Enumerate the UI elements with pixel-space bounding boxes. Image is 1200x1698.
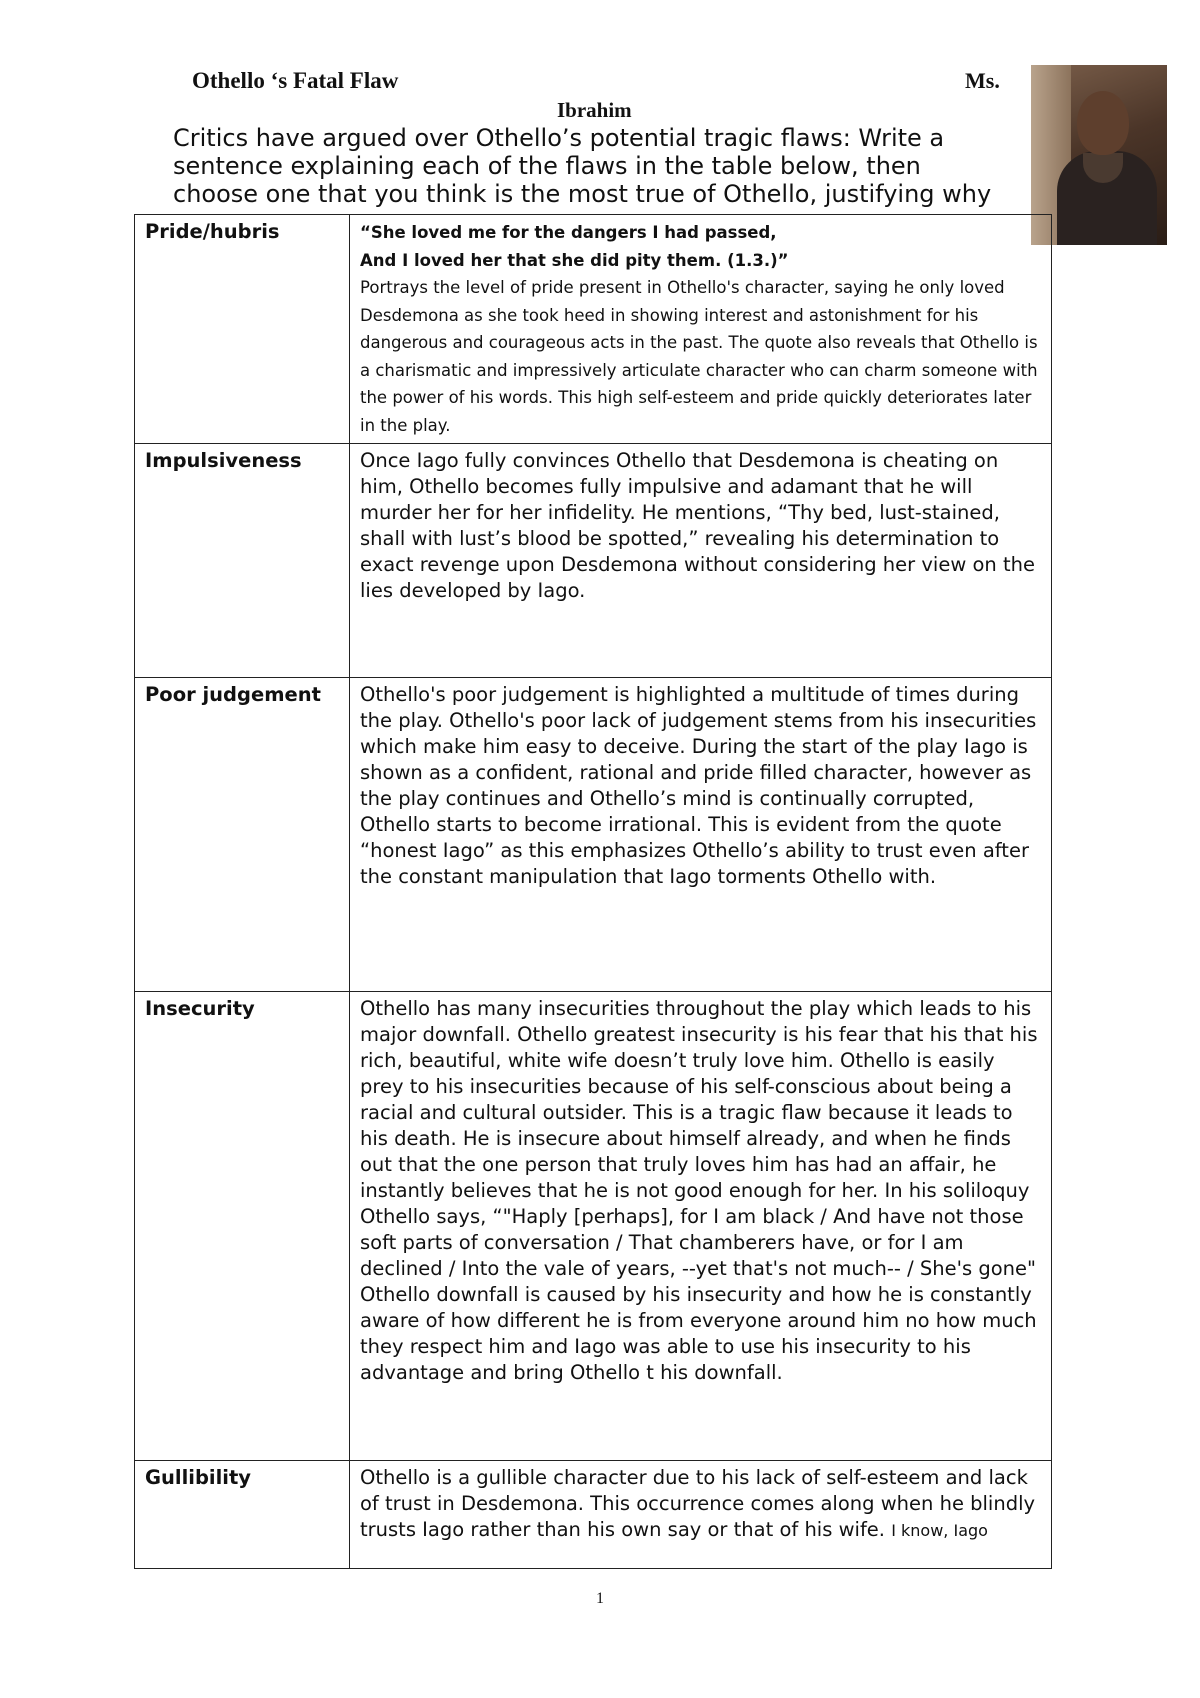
flaw-explanation: Othello's poor judgement is highlighted a multitude of times during the play. Othello's poor lack of judgement stems from his insecurities which make him easy to deceive. During the start of the play Iago is shown as a confident, rational and pride filled character, however as the play continues and Othello’s mind is continually corrupted, Othello starts to become irrational. This is evident from the quote “honest Iago” as this emphasizes Othello’s ability to trust even after the constant manipulation that Iago torments Othello with. [350, 678, 1052, 992]
flaw-explanation [350, 215, 1052, 444]
table-row [135, 444, 1052, 678]
flaw-label: Impulsiveness [135, 444, 350, 678]
page-number: 1 [596, 1590, 604, 1607]
flaw-label: Pride/hubris [135, 215, 350, 444]
flaw-label: Insecurity [135, 992, 350, 1461]
teacher-name: Ibrahim [557, 98, 632, 122]
flaw-label: Gullibility [135, 1461, 350, 1569]
flaw-explanation [350, 1461, 1052, 1569]
flaw-label: Poor judgement [135, 678, 350, 992]
intro-line: Critics have argued over Othello’s potential tragic flaws: Write a [173, 124, 945, 152]
intro-paragraph [173, 124, 1023, 208]
flaw-text: Othello is a gullible character due to his lack of self-esteem and lack of trust in Desdemona. This occurrence comes along when he blindly trusts Iago rather than his own say or that of his wife. [360, 1466, 1036, 1541]
intro-line: sentence explaining each of the flaws in the table below, then [173, 152, 921, 180]
table-row [135, 215, 1052, 444]
intro-line: choose one that you think is the most true of Othello, justifying why [173, 180, 992, 208]
flaw-tail-text: I know, Iago [891, 1521, 988, 1540]
flaw-explanation: Othello has many insecurities throughout the play which leads to his major downfall. Othello greatest insecurity is his fear that his that his rich, beautiful, white wife doesn’t truly love him. Othello is easily prey to his insecurities because of his self-conscious about being a racial and cultural outsider. This is a tragic flaw because it leads to his death. He is insecure about himself already, and when he finds out that the one person that truly loves him has had an affair, he instantly believes that he is not good enough for her. In his soliloquy Othello says, “"Haply [perhaps], for I am black / And have not those soft parts of conversation / That chamberers have, or for I am declined / Into the vale of years, --yet that's not much-- / She's gone" Othello downfall is caused by his insecurity and how he is constantly aware of how different he is from everyone around him no how much they respect him and Iago was able to use his insecurity to his advantage and bring Othello t his downfall. [350, 992, 1052, 1461]
table-row [135, 1461, 1052, 1569]
document-title: Othello ‘s Fatal Flaw [192, 68, 399, 93]
flaw-quote: And I loved her that she did pity them. (1.3.)” [360, 250, 789, 270]
flaw-explanation: Once Iago fully convinces Othello that Desdemona is cheating on him, Othello becomes fully impulsive and adamant that he will murder her for her infidelity. He mentions, “Thy bed, lust-stained, shall with lust’s blood be spotted,” revealing his determination to exact revenge upon Desdemona without considering her view on the lies developed by Iago. [350, 444, 1052, 678]
table-row [135, 992, 1052, 1461]
flaws-table [134, 214, 1052, 1569]
table-row [135, 678, 1052, 992]
teacher-prefix: Ms. [965, 68, 1000, 93]
flaw-text: Portrays the level of pride present in Othello's character, saying he only loved Desdemona as she took heed in showing interest and astonishment for his dangerous and courageous acts in the past. The quote also reveals that Othello is a charismatic and impressively articulate character who can charm someone with the power of his words. This high self-esteem and pride quickly deteriorates later in the play. [360, 278, 1038, 435]
flaw-quote: “She loved me for the dangers I had passed, [360, 223, 777, 242]
